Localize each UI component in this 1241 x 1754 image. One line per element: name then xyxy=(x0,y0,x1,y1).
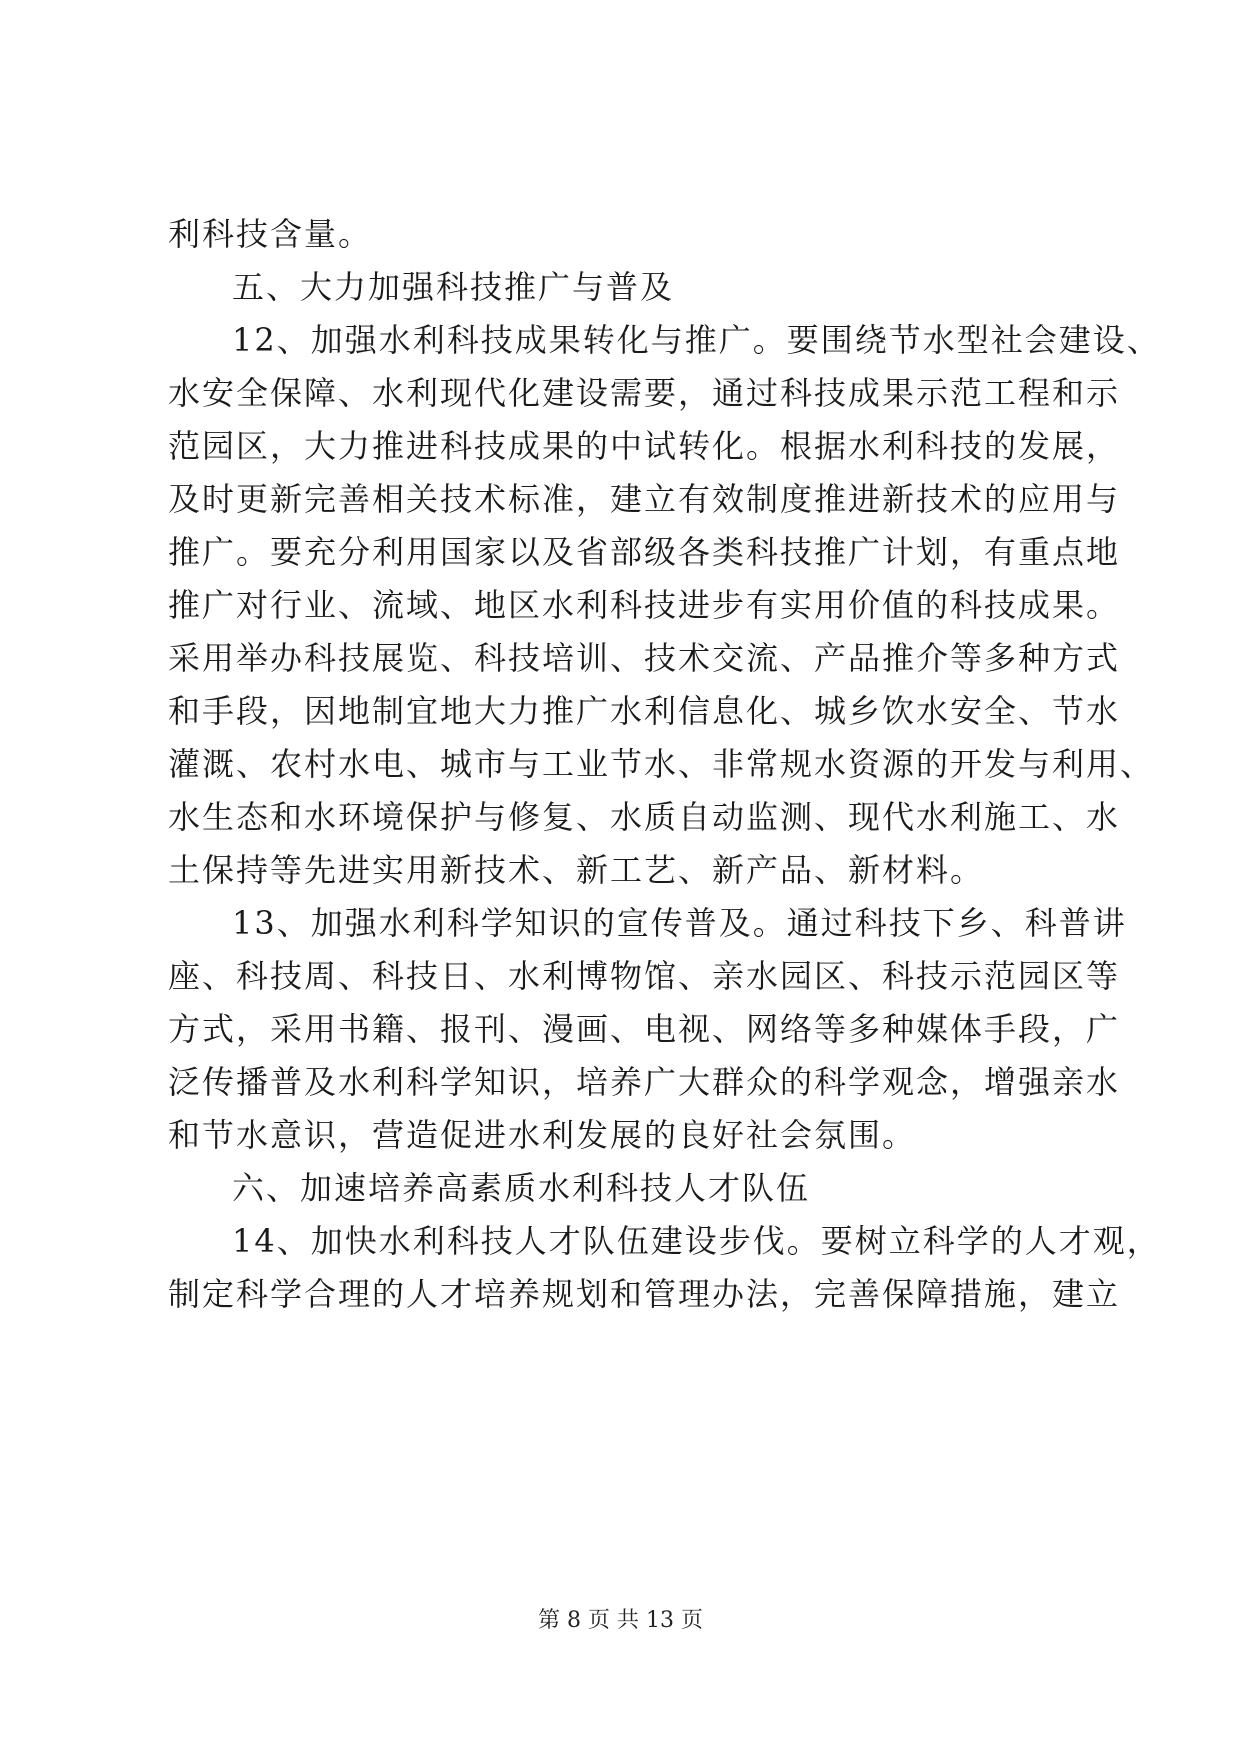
body-text-line: 泛传播普及水利科学知识，培养广大群众的科学观念，增强亲水 xyxy=(168,1063,1121,1101)
body-text-line: 利科技含量。 xyxy=(168,215,373,253)
body-text-line: 灌溉、农村水电、城市与工业节水、非常规水资源的开发与利用、 xyxy=(168,745,1155,783)
section-heading: 六、加速培养高素质水利科技人才队伍 xyxy=(232,1169,811,1207)
body-text-line: 水安全保障、水利现代化建设需要，通过科技成果示范工程和示 xyxy=(168,374,1121,412)
body-text-line: 及时更新完善相关技术标准，建立有效制度推进新技术的应用与 xyxy=(168,480,1121,518)
page-number-footer: 第 8 页 共 13 页 xyxy=(538,1608,703,1633)
body-text-line: 方式，采用书籍、报刊、漫画、电视、网络等多种媒体手段，广 xyxy=(168,1010,1121,1048)
paragraph-12-start: 12、加强水利科技成果转化与推广。要围绕节水型社会建设、 xyxy=(232,321,1161,359)
paragraph-13-start: 13、加强水利科学知识的宣传普及。通过科技下乡、科普讲 xyxy=(232,904,1127,942)
body-text-line: 采用举办科技展览、科技培训、技术交流、产品推介等多种方式 xyxy=(168,639,1121,677)
body-text-line: 水生态和水环境保护与修复、水质自动监测、现代水利施工、水 xyxy=(168,798,1121,836)
body-text-line: 范园区，大力推进科技成果的中试转化。根据水利科技的发展， xyxy=(168,427,1121,465)
body-text-line: 座、科技周、科技日、水利博物馆、亲水园区、科技示范园区等 xyxy=(168,957,1121,995)
section-heading: 五、大力加强科技推广与普及 xyxy=(232,268,675,306)
body-text-line: 和手段，因地制宜地大力推广水利信息化、城乡饮水安全、节水 xyxy=(168,692,1121,730)
body-text-line: 土保持等先进实用新技术、新工艺、新产品、新材料。 xyxy=(168,851,985,889)
body-text-line: 制定科学合理的人才培养规划和管理办法，完善保障措施，建立 xyxy=(168,1275,1121,1313)
paragraph-14-start: 14、加快水利科技人才队伍建设步伐。要树立科学的人才观， xyxy=(232,1222,1161,1260)
body-text-line: 和节水意识，营造促进水利发展的良好社会氛围。 xyxy=(168,1116,917,1154)
body-text-line: 推广对行业、流域、地区水利科技进步有实用价值的科技成果。 xyxy=(168,586,1121,624)
body-text-line: 推广。要充分利用国家以及省部级各类科技推广计划，有重点地 xyxy=(168,533,1121,571)
